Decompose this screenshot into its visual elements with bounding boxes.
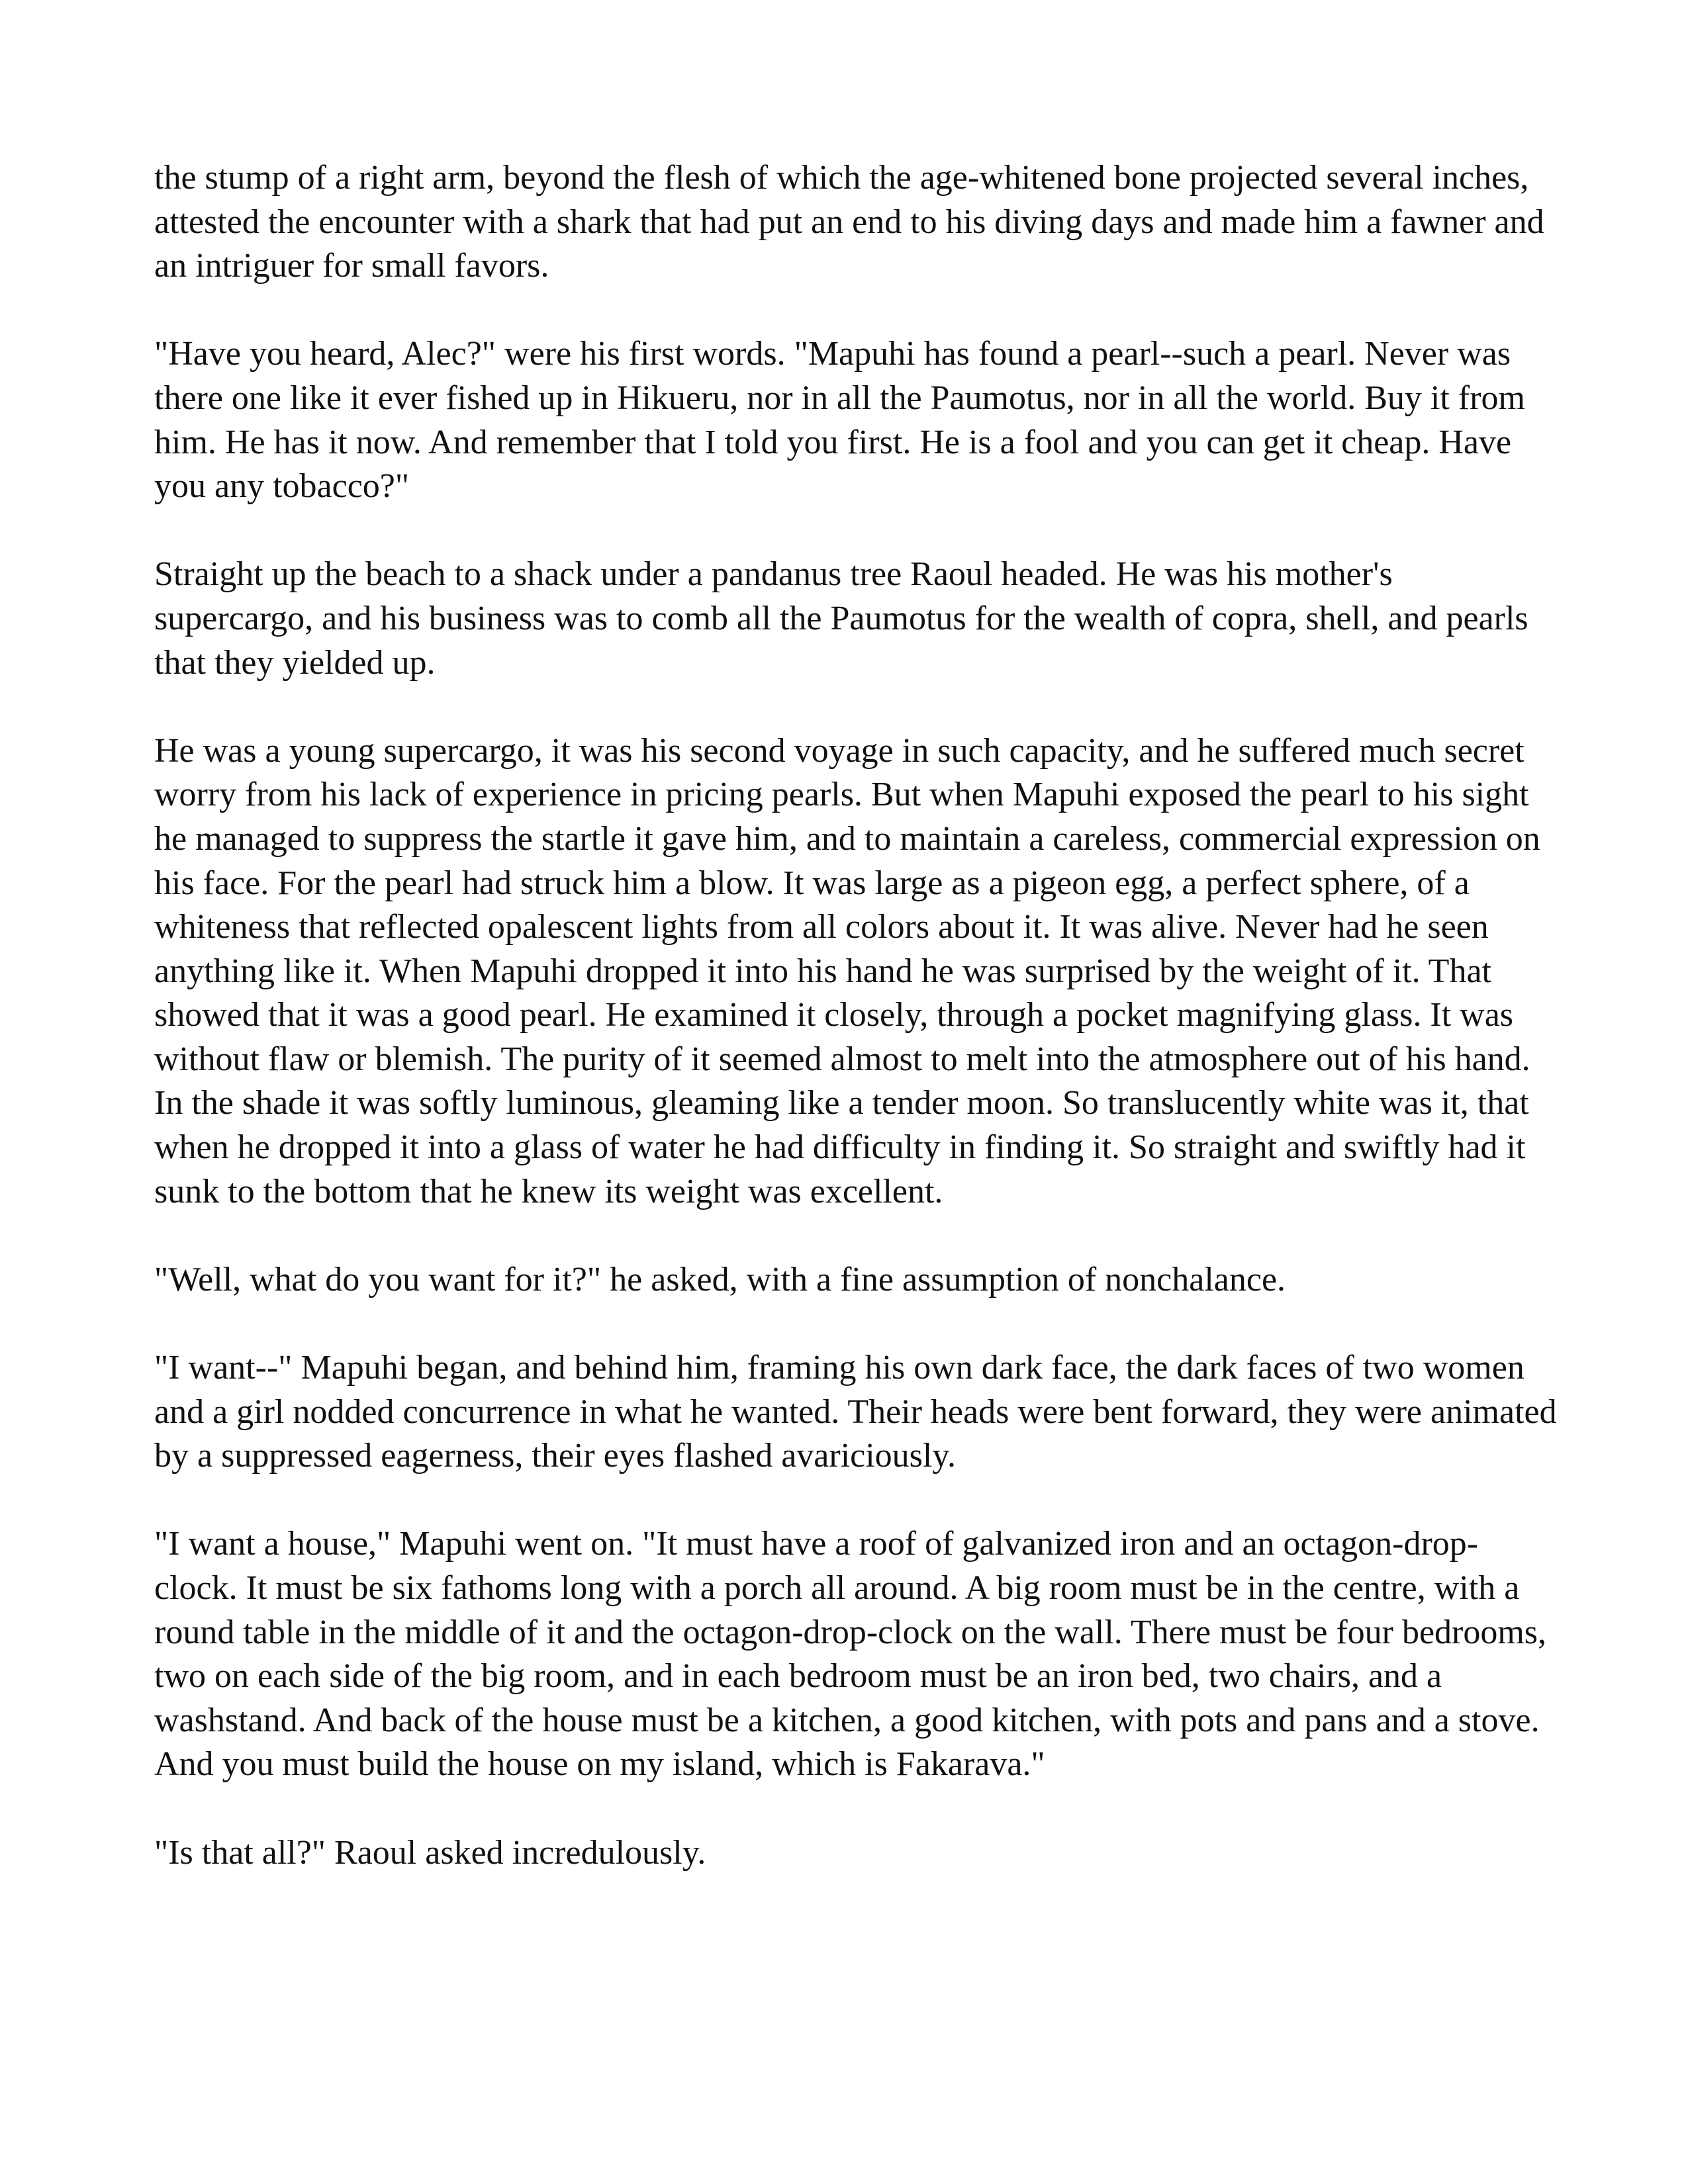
- body-text: [154, 156, 1558, 1875]
- paragraph-8: "Is that all?" Raoul asked incredulously.: [154, 1833, 706, 1872]
- paragraph-3: Straight up the beach to a shack under a pandanus tree Raoul headed. He was his mother's supercargo, and his business was to comb all the Paumotus for the wealth of copra, shell, and pearls that they yielded up.: [154, 555, 1528, 682]
- paragraph-1: the stump of a right arm, beyond the flesh of which the age-whitened bone projected several inches, attested the encounter with a shark that had put an end to his diving days and made him a fawner and an intriguer for small favors.: [154, 159, 1544, 285]
- paragraph-4: He was a young supercargo, it was his second voyage in such capacity, and he suffered much secret worry from his lack of experience in pricing pearls. But when Mapuhi exposed the pearl to his sight he managed to suppress the startle it gave him, and to maintain a careless, commercial expression on his face. For the pearl had struck him a blow. It was large as a pigeon egg, a perfect sphere, of a whiteness that reflected opalescent lights from all colors about it. It was alive. Never had he seen anything like it. When Mapuhi dropped it into his hand he was surprised by the weight of it. That showed that it was a good pearl. He examined it closely, through a pocket magnifying glass. It was without flaw or blemish. The purity of it seemed almost to melt into the atmosphere out of his hand. In the shade it was softly luminous, gleaming like a tender moon. So translucently white was it, that when he dropped it into a glass of water he had difficulty in finding it. So straight and swiftly had it sunk to the bottom that he knew its weight was excellent.: [154, 731, 1540, 1210]
- paragraph-2: "Have you heard, Alec?" were his first words. "Mapuhi has found a pearl--such a pearl. Never was there one like it ever fished up in Hikueru, nor in all the Paumotus, nor in all the world. Buy it from him. He has it now. And remember that I told you first. He is a fool and you can get it cheap. Have you any tobacco?": [154, 335, 1525, 506]
- paragraph-5: "Well, what do you want for it?" he asked, with a fine assumption of nonchalance.: [154, 1260, 1286, 1298]
- paragraph-7: "I want a house," Mapuhi went on. "It must have a roof of galvanized iron and an octagon-drop-clock. It must be six fathoms long with a porch all around. A big room must be in the centre, with a round table in the middle of it and the octagon-drop-clock on the wall. There must be four bedrooms, two on each side of the big room, and in each bedroom must be an iron bed, two chairs, and a washstand. And back of the house must be a kitchen, a good kitchen, with pots and pans and a stove. And you must build the house on my island, which is Fakarava.": [154, 1525, 1547, 1784]
- paragraph-6: "I want--" Mapuhi began, and behind him, framing his own dark face, the dark faces of two women and a girl nodded concurrence in what he wanted. Their heads were bent forward, they were animated by a suppressed eagerness, their eyes flashed avariciously.: [154, 1349, 1557, 1475]
